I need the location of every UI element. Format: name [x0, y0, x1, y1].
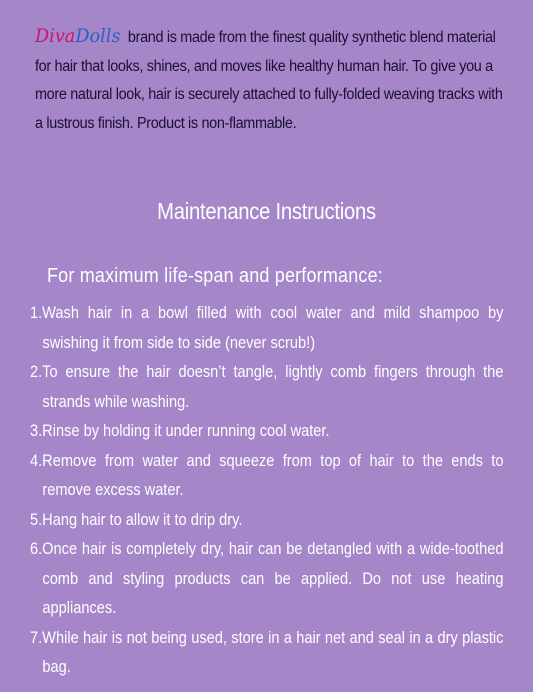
instruction-number: 5. — [30, 510, 43, 529]
instruction-number: 1. — [30, 304, 43, 322]
intro-text: brand is made from the finest quality synthetic blend material for hair that looks, shines, and moves like healthy human hair. To give you a more natural look, hair is securely attached to fully-folded weaving tracks with a lustrous finish. Product is non-flammable. — [35, 29, 503, 132]
instruction-item — [30, 417, 503, 447]
instruction-text: Hang hair to allow it to drip dry. — [42, 510, 243, 529]
instruction-text: Once hair is completely dry, hair can be detangled with a wide-toothed comb and styling products can be applied. Do not use heating appliances. — [42, 540, 504, 617]
intro-paragraph — [35, 22, 505, 138]
instruction-number: 3. — [30, 422, 43, 440]
instruction-item — [30, 447, 503, 506]
brand-logo — [35, 25, 121, 47]
instruction-text: While hair is not being used, store in a hair net and seal in a dry plastic bag. — [42, 628, 504, 676]
section-title: Maintenance Instructions — [157, 198, 376, 224]
instruction-text: Rinse by holding it under running cool water. — [42, 422, 330, 440]
instruction-text: Remove from water and squeeze from top of hair to the ends to remove excess water. — [42, 451, 504, 499]
instruction-text: Wash hair in a bowl filled with cool water and mild shampoo by swishing it from side to side (never scrub!) — [42, 304, 504, 352]
instruction-number: 4. — [30, 451, 43, 470]
instruction-item — [30, 299, 503, 358]
instruction-item — [30, 535, 503, 624]
instruction-item — [30, 624, 503, 683]
brand-logo-diva: Diva — [35, 25, 76, 47]
instruction-number: 6. — [30, 540, 43, 558]
instruction-number: 2. — [30, 363, 43, 381]
instruction-list — [30, 299, 503, 683]
instruction-item — [30, 358, 503, 417]
instruction-number: 7. — [30, 628, 43, 647]
instruction-item — [30, 506, 503, 536]
section-subtitle: For maximum life-span and performance: — [47, 265, 383, 287]
instruction-text: To ensure the hair doesn’t tangle, lightly comb fingers through the strands while washing. — [42, 363, 504, 411]
brand-logo-dolls: Dolls — [75, 25, 121, 47]
